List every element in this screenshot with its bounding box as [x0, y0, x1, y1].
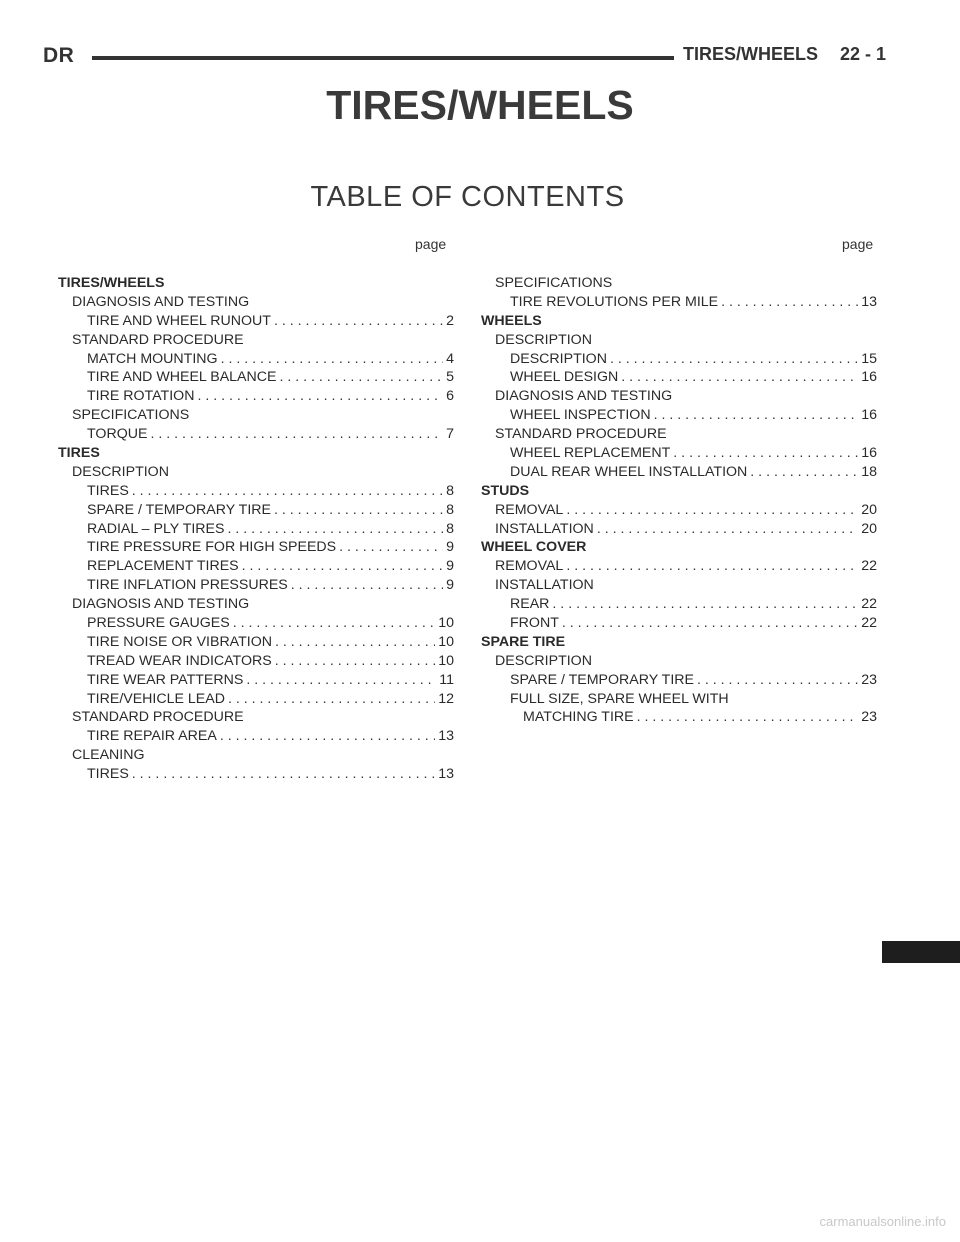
toc-leader-dots: [271, 501, 443, 520]
toc-entry-label: DIAGNOSIS AND TESTING: [495, 388, 673, 405]
toc-entry[interactable]: [58, 331, 454, 350]
toc-entry-label: STUDS: [481, 482, 530, 499]
toc-leader-dots: [243, 671, 436, 690]
toc-entry-page: 13: [438, 766, 454, 783]
toc-entry[interactable]: [481, 463, 877, 482]
toc-entry[interactable]: [58, 406, 454, 425]
toc-entry[interactable]: [481, 708, 877, 727]
toc-entry[interactable]: [481, 614, 877, 633]
toc-entry[interactable]: [58, 557, 454, 576]
toc-entry-label: SPARE / TEMPORARY TIRE: [87, 501, 271, 518]
toc-entry-label: WHEEL COVER: [481, 539, 587, 556]
toc-leader-dots: [618, 368, 858, 387]
toc-entry-page: 23: [861, 709, 877, 726]
toc-entry[interactable]: [58, 652, 454, 671]
toc-entry[interactable]: [58, 387, 454, 406]
toc-entry[interactable]: [481, 425, 877, 444]
toc-entry[interactable]: [481, 368, 877, 387]
toc-entry-label: REMOVAL: [495, 501, 564, 518]
toc-entry-label: TIRES/WHEELS: [58, 275, 165, 291]
toc-entry-page: 8: [446, 482, 454, 499]
toc-entry-label: WHEEL DESIGN: [510, 369, 619, 386]
toc-entry-page: 20: [861, 520, 877, 537]
header-section-title: TIRES/WHEELS: [683, 44, 819, 64]
toc-leader-dots: [225, 690, 435, 709]
toc-entry-page: 9: [446, 539, 454, 556]
toc-entry-page: 16: [861, 407, 877, 424]
toc-entry-label: DUAL REAR WHEEL INSTALLATION: [510, 463, 748, 480]
toc-entry[interactable]: [481, 595, 877, 614]
toc-entry[interactable]: [58, 708, 454, 727]
toc-entry-label: WHEEL REPLACEMENT: [510, 445, 671, 462]
toc-entry[interactable]: [58, 368, 454, 387]
toc-entry[interactable]: [481, 690, 877, 709]
toc-entry-page: 2: [446, 312, 454, 329]
toc-entry[interactable]: [58, 595, 454, 614]
toc-entry-label: TREAD WEAR INDICATORS: [87, 652, 272, 669]
toc-entry-page: 16: [861, 369, 877, 386]
toc-entry[interactable]: [58, 482, 454, 501]
toc-entry-label: MATCHING TIRE: [523, 709, 634, 726]
toc-entry-label: REPLACEMENT TIRES: [87, 558, 239, 575]
toc-entry[interactable]: [58, 501, 454, 520]
toc-leader-dots: [549, 595, 858, 614]
toc-entry-label: INSTALLATION: [495, 520, 594, 537]
toc-leader-dots: [272, 652, 436, 671]
toc-entry[interactable]: [58, 520, 454, 539]
toc-entry-label: DESCRIPTION: [510, 350, 607, 367]
toc-entry-label: STANDARD PROCEDURE: [72, 331, 244, 348]
toc-entry[interactable]: [481, 520, 877, 539]
toc-leader-dots: [271, 312, 443, 331]
toc-entry[interactable]: [481, 293, 877, 312]
toc-entry-label: TIRES: [87, 766, 129, 783]
toc-entry-page: 10: [438, 633, 454, 650]
toc-entry-label: TIRE REPAIR AREA: [87, 728, 217, 745]
toc-entry[interactable]: [481, 444, 877, 463]
toc-entry-page: 7: [446, 426, 454, 443]
toc-entry-page: 10: [438, 652, 454, 669]
toc-leader-dots: [272, 633, 435, 652]
section-tab-marker: [882, 941, 960, 963]
page-column-label-left: page: [415, 236, 447, 252]
toc-entry-page: 10: [438, 615, 454, 632]
toc-leader-dots: [224, 520, 443, 539]
toc-entry-page: 6: [446, 388, 454, 405]
toc-entry-label: SPARE / TEMPORARY TIRE: [510, 671, 694, 688]
toc-right-column: [481, 274, 877, 727]
toc-entry[interactable]: [481, 538, 877, 557]
toc-entry-label: TIRE AND WHEEL BALANCE: [87, 369, 277, 386]
toc-entry-label: DIAGNOSIS AND TESTING: [72, 293, 250, 310]
toc-left-column: [58, 274, 454, 784]
page-column-label-right: page: [842, 236, 874, 252]
toc-entry[interactable]: [481, 312, 877, 331]
toc-entry-label: SPECIFICATIONS: [72, 407, 190, 424]
toc-entry-label: TIRES: [58, 445, 100, 462]
toc-leader-dots: [336, 538, 443, 557]
toc-leader-dots: [563, 501, 858, 520]
toc-entry[interactable]: [481, 576, 877, 595]
toc-leader-dots: [607, 350, 858, 369]
toc-entry-page: 13: [861, 293, 877, 310]
toc-entry[interactable]: [58, 350, 454, 369]
toc-entry[interactable]: [481, 406, 877, 425]
toc-leader-dots: [276, 368, 443, 387]
page-title: TIRES/WHEELS: [326, 82, 634, 128]
toc-entry[interactable]: [58, 765, 454, 784]
toc-leader-dots: [239, 557, 443, 576]
header-page-number: 22 - 1: [840, 44, 887, 64]
toc-entry-label: TIRE AND WHEEL RUNOUT: [87, 312, 271, 329]
toc-leader-dots: [217, 727, 435, 746]
toc-entry[interactable]: [481, 350, 877, 369]
toc-entry-label: TIRE REVOLUTIONS PER MILE: [510, 293, 719, 310]
toc-leader-dots: [194, 387, 443, 406]
toc-entry-label: INSTALLATION: [495, 577, 594, 594]
toc-entry-page: 15: [861, 350, 877, 367]
toc-entry[interactable]: [481, 557, 877, 576]
toc-entry-page: 8: [446, 501, 454, 518]
toc-entry[interactable]: [481, 274, 877, 293]
toc-entry[interactable]: [58, 633, 454, 652]
toc-entry-page: 22: [861, 615, 877, 632]
toc-entry-label: RADIAL – PLY TIRES: [87, 520, 225, 537]
toc-leader-dots: [651, 406, 859, 425]
toc-entry[interactable]: [58, 425, 454, 444]
toc-entry-label: TIRE WEAR PATTERNS: [87, 671, 244, 688]
toc-entry-label: DIAGNOSIS AND TESTING: [72, 596, 250, 613]
toc-entry-page: 11: [439, 671, 454, 688]
toc-entry-page: 22: [861, 596, 877, 613]
toc-leader-dots: [594, 520, 858, 539]
toc-entry-page: 22: [861, 558, 877, 575]
toc-leader-dots: [147, 425, 443, 444]
toc-entry-page: 13: [438, 728, 454, 745]
toc-entry-page: 9: [446, 577, 454, 594]
toc-entry-label: CLEANING: [72, 747, 145, 764]
toc-entry-label: MATCH MOUNTING: [87, 350, 218, 367]
toc-entry-label: TIRE ROTATION: [87, 388, 195, 405]
toc-entry[interactable]: [58, 444, 454, 463]
toc-entry-label: TIRE/VEHICLE LEAD: [87, 690, 225, 707]
toc-entry[interactable]: [58, 727, 454, 746]
toc-entry-page: 18: [861, 463, 877, 480]
toc-entry-label: DESCRIPTION: [495, 331, 592, 348]
toc-entry[interactable]: [481, 387, 877, 406]
toc-entry[interactable]: [58, 274, 454, 293]
toc-entry-page: 12: [438, 690, 454, 707]
toc-entry[interactable]: [58, 614, 454, 633]
toc-leader-dots: [559, 614, 858, 633]
toc-entry-label: PRESSURE GAUGES: [87, 615, 230, 632]
toc-entry-label: TIRE NOISE OR VIBRATION: [87, 633, 272, 650]
toc-leader-dots: [634, 708, 859, 727]
toc-entry-label: TIRE INFLATION PRESSURES: [87, 577, 288, 594]
toc-entry[interactable]: [58, 293, 454, 312]
toc-entry-label: STANDARD PROCEDURE: [72, 709, 244, 726]
toc-leader-dots: [694, 671, 858, 690]
toc-entry-page: 5: [446, 369, 454, 386]
toc-leader-dots: [230, 614, 436, 633]
toc-leader-dots: [218, 350, 444, 369]
toc-entry[interactable]: [58, 312, 454, 331]
toc-entry-label: TIRES: [87, 482, 129, 499]
toc-leader-dots: [670, 444, 858, 463]
toc-entry[interactable]: [58, 690, 454, 709]
toc-entry-page: 16: [861, 445, 877, 462]
toc-entry-label: WHEELS: [481, 312, 542, 329]
toc-entry-label: TORQUE: [87, 426, 148, 443]
toc-entry-label: SPARE TIRE: [481, 633, 566, 650]
toc-entry[interactable]: [58, 463, 454, 482]
header-rule: [92, 56, 674, 60]
toc-entry-page: 8: [446, 520, 454, 537]
header-section-info: [683, 44, 886, 65]
toc-entry-page: 23: [861, 671, 877, 688]
header-brand: DR: [43, 44, 75, 67]
toc-leader-dots: [563, 557, 858, 576]
toc-leader-dots: [718, 293, 858, 312]
toc-entry-page: 4: [446, 350, 454, 367]
toc-entry-page: 20: [861, 501, 877, 518]
toc-heading: TABLE OF CONTENTS: [310, 181, 625, 213]
toc-entry-label: REMOVAL: [495, 558, 564, 575]
toc-entry-label: DESCRIPTION: [72, 463, 169, 480]
toc-entry[interactable]: [58, 576, 454, 595]
toc-entry[interactable]: [481, 331, 877, 350]
toc-entry-label: TIRE PRESSURE FOR HIGH SPEEDS: [87, 539, 337, 556]
toc-entry-label: FULL SIZE, SPARE WHEEL WITH: [510, 690, 729, 707]
toc-entry[interactable]: [58, 671, 454, 690]
toc-entry[interactable]: [58, 746, 454, 765]
toc-entry[interactable]: [481, 501, 877, 520]
toc-entry-label: REAR: [510, 596, 550, 613]
toc-leader-dots: [747, 463, 858, 482]
toc-entry-label: DESCRIPTION: [495, 652, 592, 669]
toc-leader-dots: [129, 765, 435, 784]
toc-entry[interactable]: [481, 633, 877, 652]
toc-entry-label: STANDARD PROCEDURE: [495, 426, 667, 443]
toc-leader-dots: [288, 576, 443, 595]
toc-entry[interactable]: [58, 538, 454, 557]
toc-entry-label: WHEEL INSPECTION: [510, 407, 651, 424]
toc-entry-label: SPECIFICATIONS: [495, 275, 613, 291]
toc-leader-dots: [129, 482, 443, 501]
toc-entry-label: FRONT: [510, 615, 559, 632]
toc-entry[interactable]: [481, 482, 877, 501]
toc-entry[interactable]: [481, 671, 877, 690]
toc-entry[interactable]: [481, 652, 877, 671]
footer-watermark: carmanualsonline.info: [819, 1214, 946, 1229]
toc-entry-page: 9: [446, 558, 454, 575]
